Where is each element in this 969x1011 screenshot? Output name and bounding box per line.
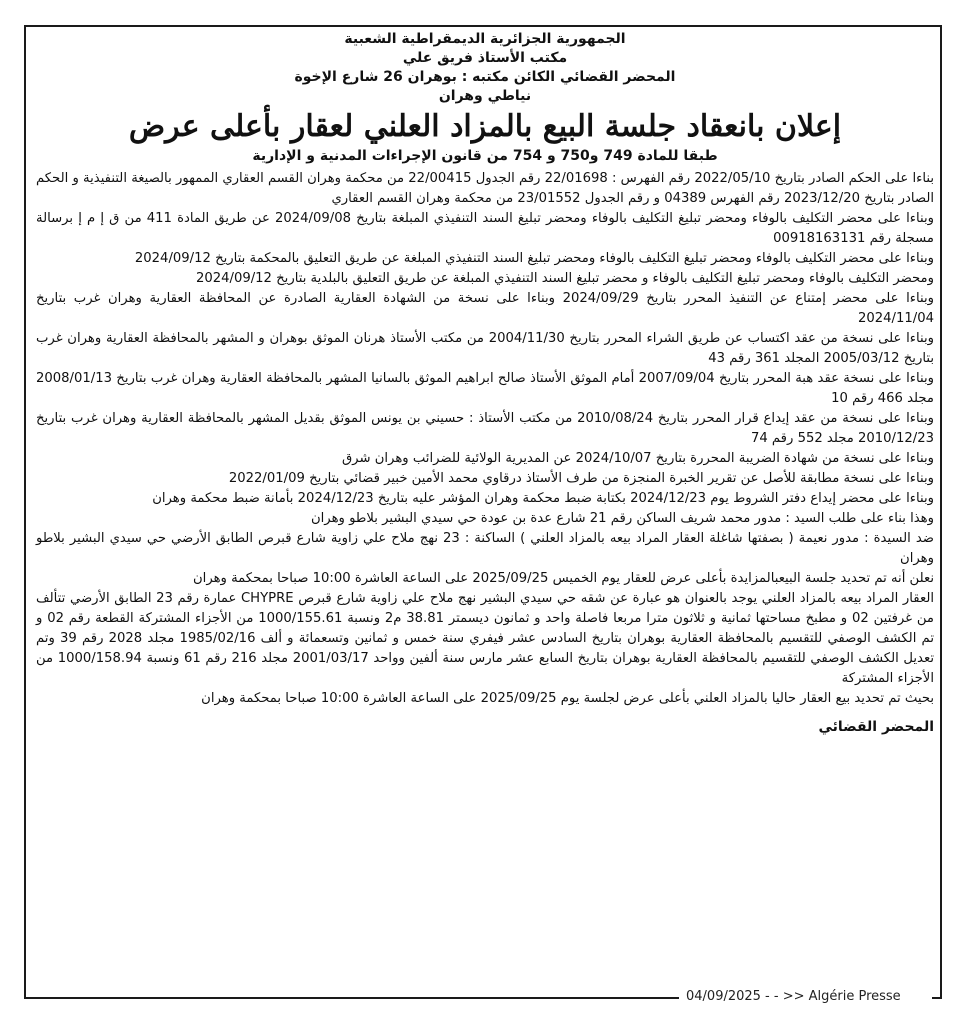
paragraph-8: وبناءا على نسخة من عقد إيداع قرار المحرر بتاريخ 2010/08/24 من مكتب الأستاذ : حسيني بن يونس الموثق بقديل المشهر بالمحافظة العقارية وهران غرب بتاريخ 2010/12/23 مجلد 552 رقم 74: [36, 411, 934, 446]
paragraph-1: بناءا على الحكم الصادر بتاريخ 2022/05/10 رقم الفهرس : 22/01698 رقم الجدول 22/00415 من محكمة وهران القسم العقاري الممهور بالصيغة التنفيذية و الحكم الصادر بتاريخ 2023/12/20 رقم الفهرس 04389 و رقم الجدول 23/01552 من محكمة وهران القسم العقاري: [36, 171, 934, 206]
paragraph-7: وبناءا على نسخة عقد هبة المحرر بتاريخ 2007/09/04 أمام الموثق الأستاذ صالح ابراهيم الموثق بالسانيا المشهر بالمحافظة العقارية وهران غرب بتاريخ 2008/01/13 مجلد 466 رقم 10: [36, 371, 935, 406]
notice-content: [36, 30, 934, 751]
paragraph-16: بحيث تم تحديد بيع العقار حاليا بالمزاد العلني بأعلى عرض لجلسة يوم 2025/09/25 على الساعة العاشرة 10:00 صباحا بمحكمة وهران: [201, 691, 934, 706]
paragraph-10: وبناءا على نسخة مطابقة للأصل عن تقرير الخبرة المنجزة من طرف الأستاذ درقاوي محمد الأمين خبير قضائي بتاريخ 2022/01/09: [228, 471, 934, 486]
paragraph-3: وبناءا على محضر التكليف بالوفاء ومحضر تبليغ التكليف بالوفاء ومحضر تبليغ السند التنفيذي المبلغة عن طريق التعليق بالمحكمة بتاريخ 2024/09/12: [134, 251, 934, 266]
notice-subtitle: طبقا للمادة 749 و750 و 754 من قانون الإجراءات المدنية و الإدارية: [252, 148, 718, 164]
header-line-address: المحضر القضائي الكائن مكتبه : بوهران 26 شارع الإخوة: [294, 69, 676, 85]
signature: المحضر القضائي: [818, 719, 934, 735]
footer-rule-left: [24, 997, 679, 999]
paragraph-9: وبناءا على نسخة من شهادة الضريبة المحررة بتاريخ 2024/10/07 عن المديرية الولائية للضرائب وهران شرق: [341, 451, 934, 466]
footer-bar: [24, 991, 942, 1005]
paragraph-15: العقار المراد بيعه بالمزاد العلني يوجد بالعنوان هو عبارة عن شقه حي سيدي البشير نهج ملاح علي زاوية شارع قبرص CHYPRE عمارة رقم 23 الطابق الأرضي تتألف من غرفتين 02 و مطبخ مساحتها ثمانية و ثلاثون مترا مربعا فاصلة واحد و ثمانون ديسمتر 38.81 م2 ونسبة 1000/155.61 من الأجزاء المشتركة القطعة رقم 02 و تم الكشف الوصفي للتقسيم بالمحافظة العقارية بوهران بتاريخ السادس عشر فيفري سنة خمس و ثمانين وتسعمائة و ألف 1985/02/16 مجلد 2028 رقم 39 وتم تعديل الكشف الوصفي للتقسيم بالمحافظة العقارية بوهران بتاريخ السابع عشر مارس سنة ألفين وواحد 2001/03/17 مجلد 216 رقم 61 ونسبة 1000/158.94 من الأجزاء المشتركة: [36, 591, 935, 686]
header-line-republic: الجمهورية الجزائرية الديمقراطية الشعبية: [344, 31, 626, 47]
paragraph-14: نعلن أنه تم تحديد جلسة البيعبالمزايدة بأعلى عرض للعقار يوم الخميس 2025/09/25 على الساعة العاشرة 10:00 صباحا بمحكمة وهران: [192, 571, 934, 586]
footer-rule-right: [932, 997, 942, 999]
paragraph-6: وبناءا على نسخة من عقد اكتساب عن طريق الشراء المحرر بتاريخ 2004/11/30 من مكتب الأستاذ هرنان الموثق بوهران و المشهر بالمحافظة العقارية وهران غرب بتاريخ 2005/03/12 المجلد 361 رقم 43: [36, 331, 934, 366]
notice-title: إعلان بانعقاد جلسة البيع بالمزاد العلني لعقار بأعلى عرض: [128, 109, 842, 144]
paragraph-13: ضد السيدة : مدور نعيمة ( بصفتها شاغلة العقار المراد بيعه بالمزاد العلني ) الساكنة : 23 نهج ملاح علي زاوية شارع قبرص الطابق الأرضي حي سيدي البشير بلاطو وهران: [36, 531, 934, 566]
footer-source: 04/09/2025 - - >> Algérie Presse: [686, 989, 901, 1004]
paragraph-5: وبناءا على محضر إمتناع عن التنفيذ المحرر بتاريخ 2024/09/29 وبناءا على نسخة من الشهادة العقارية الصادرة عن المحافظة العقارية وهران غرب بتاريخ 2024/11/04: [36, 291, 934, 326]
paragraph-2: وبناءا على محضر التكليف بالوفاء ومحضر تبليغ التكليف بالوفاء ومحضر تبليغ السند التنفيذي المبلغة بتاريخ 2024/09/08 عن طريق المادة 411 من ق إ م إ برسالة مسجلة رقم 00918163131: [36, 211, 934, 246]
paragraph-4: ومحضر التكليف بالوفاء ومحضر تبليغ التكليف بالوفاء و محضر تبليغ السند التنفيذي المبلغة عن طريق التعليق بالبلدية بتاريخ 2024/09/12: [195, 271, 934, 286]
header-line-office: مكتب الأستاذ فريق علي: [402, 50, 568, 66]
header-line-city: نياطي وهران: [438, 88, 532, 104]
paragraph-12: وهذا بناء على طلب السيد : مدور محمد شريف الساكن رقم 21 شارع عدة بن عودة حي سيدي البشير بلاطو وهران: [310, 511, 934, 526]
paragraph-11: وبناءا على محضر إيداع دفتر الشروط يوم 2024/12/23 بكتابة ضبط محكمة وهران المؤشر عليه بتاريخ 2024/12/23 بأمانة ضبط محكمة وهران: [152, 491, 934, 506]
